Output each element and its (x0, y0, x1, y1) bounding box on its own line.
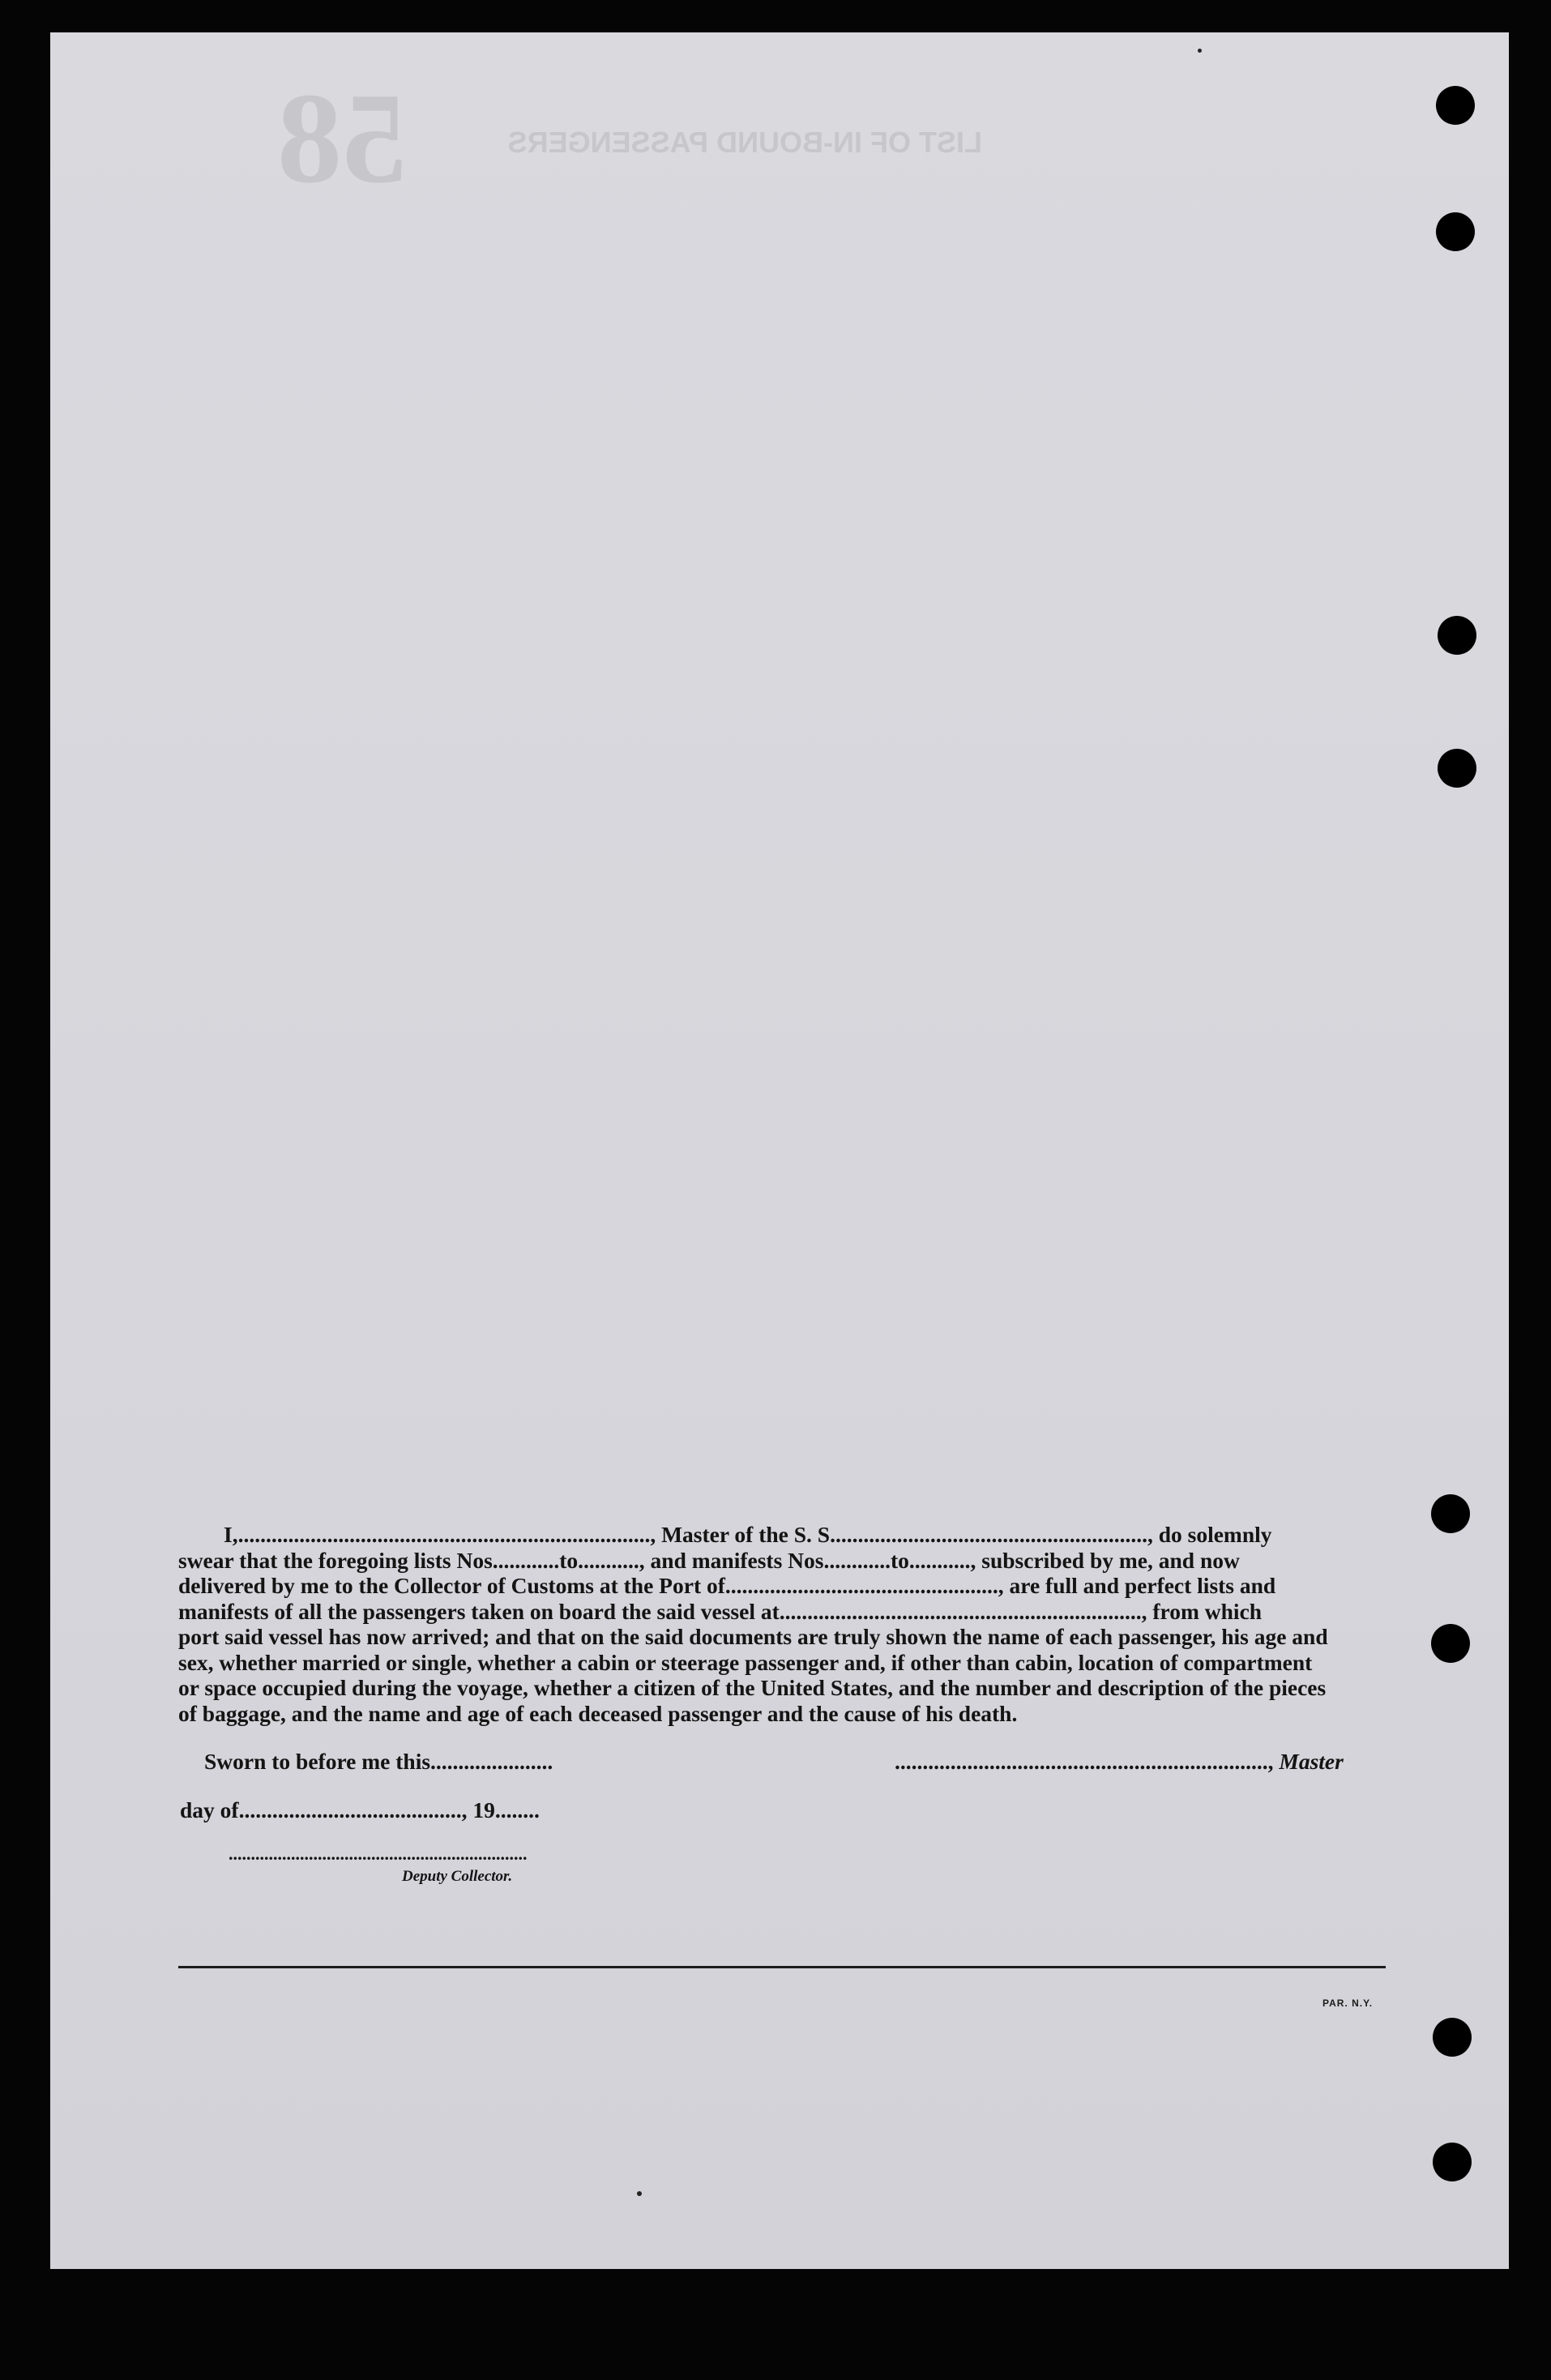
punch-hole (1438, 749, 1476, 788)
punch-hole (1431, 1494, 1470, 1533)
scan-speck (1198, 49, 1202, 53)
sworn-line: Sworn to before me this...................... (204, 1749, 553, 1774)
punch-hole (1436, 86, 1475, 125)
oath-line: swear that the foregoing lists Nos............to..........., and manifests Nos............to..........., subscribed by me, and now (178, 1547, 1240, 1573)
deputy-collector-label: Deputy Collector. (402, 1868, 513, 1885)
oath-declaration (178, 1522, 1391, 1726)
oath-line: sex, whether married or single, whether a cabin or steerage passenger and, if other than cabin, location of compartment (178, 1649, 1313, 1675)
punch-hole (1436, 212, 1475, 251)
printer-mark: PAR. N.Y. (1322, 1998, 1374, 2009)
oath-line: or space occupied during the voyage, whether a citizen of the United States, and the number and description of the pieces (178, 1675, 1327, 1700)
oath-line: port said vessel has now arrived; and that on the said documents are truly shown the name of each passenger, his age and (178, 1624, 1328, 1649)
punch-hole (1438, 616, 1476, 655)
oath-line: manifests of all the passengers taken on board the said vessel at................................................................., from which (178, 1598, 1263, 1624)
oath-line: of baggage, and the name and age of each deceased passenger and the cause of his death. (178, 1700, 1018, 1726)
punch-hole (1433, 2143, 1472, 2181)
day-of-line: day of........................................, 19........ (180, 1797, 540, 1822)
deputy-signature-dots: ................................................................... (229, 1844, 528, 1864)
master-signature-line (895, 1749, 1344, 1775)
punch-hole (1431, 1624, 1470, 1663)
master-signature-dots: ..................................................................., (895, 1749, 1274, 1774)
master-label: Master (1279, 1749, 1344, 1774)
manifest-page (50, 32, 1509, 2269)
bleed-through-caption: LIST OF IN-BOUND PASSENGERS (507, 126, 982, 159)
footer-rule (178, 1966, 1386, 1968)
oath-line: delivered by me to the Collector of Customs at the Port of................................................., are full and perfect lists and (178, 1573, 1276, 1598)
oath-line: I,.........................................................................., Master of the S. S........................................................., do solemnly (224, 1522, 1272, 1547)
scan-speck (637, 2191, 642, 2196)
punch-hole (1433, 2018, 1472, 2057)
bleed-through-number: 58 (277, 66, 407, 210)
